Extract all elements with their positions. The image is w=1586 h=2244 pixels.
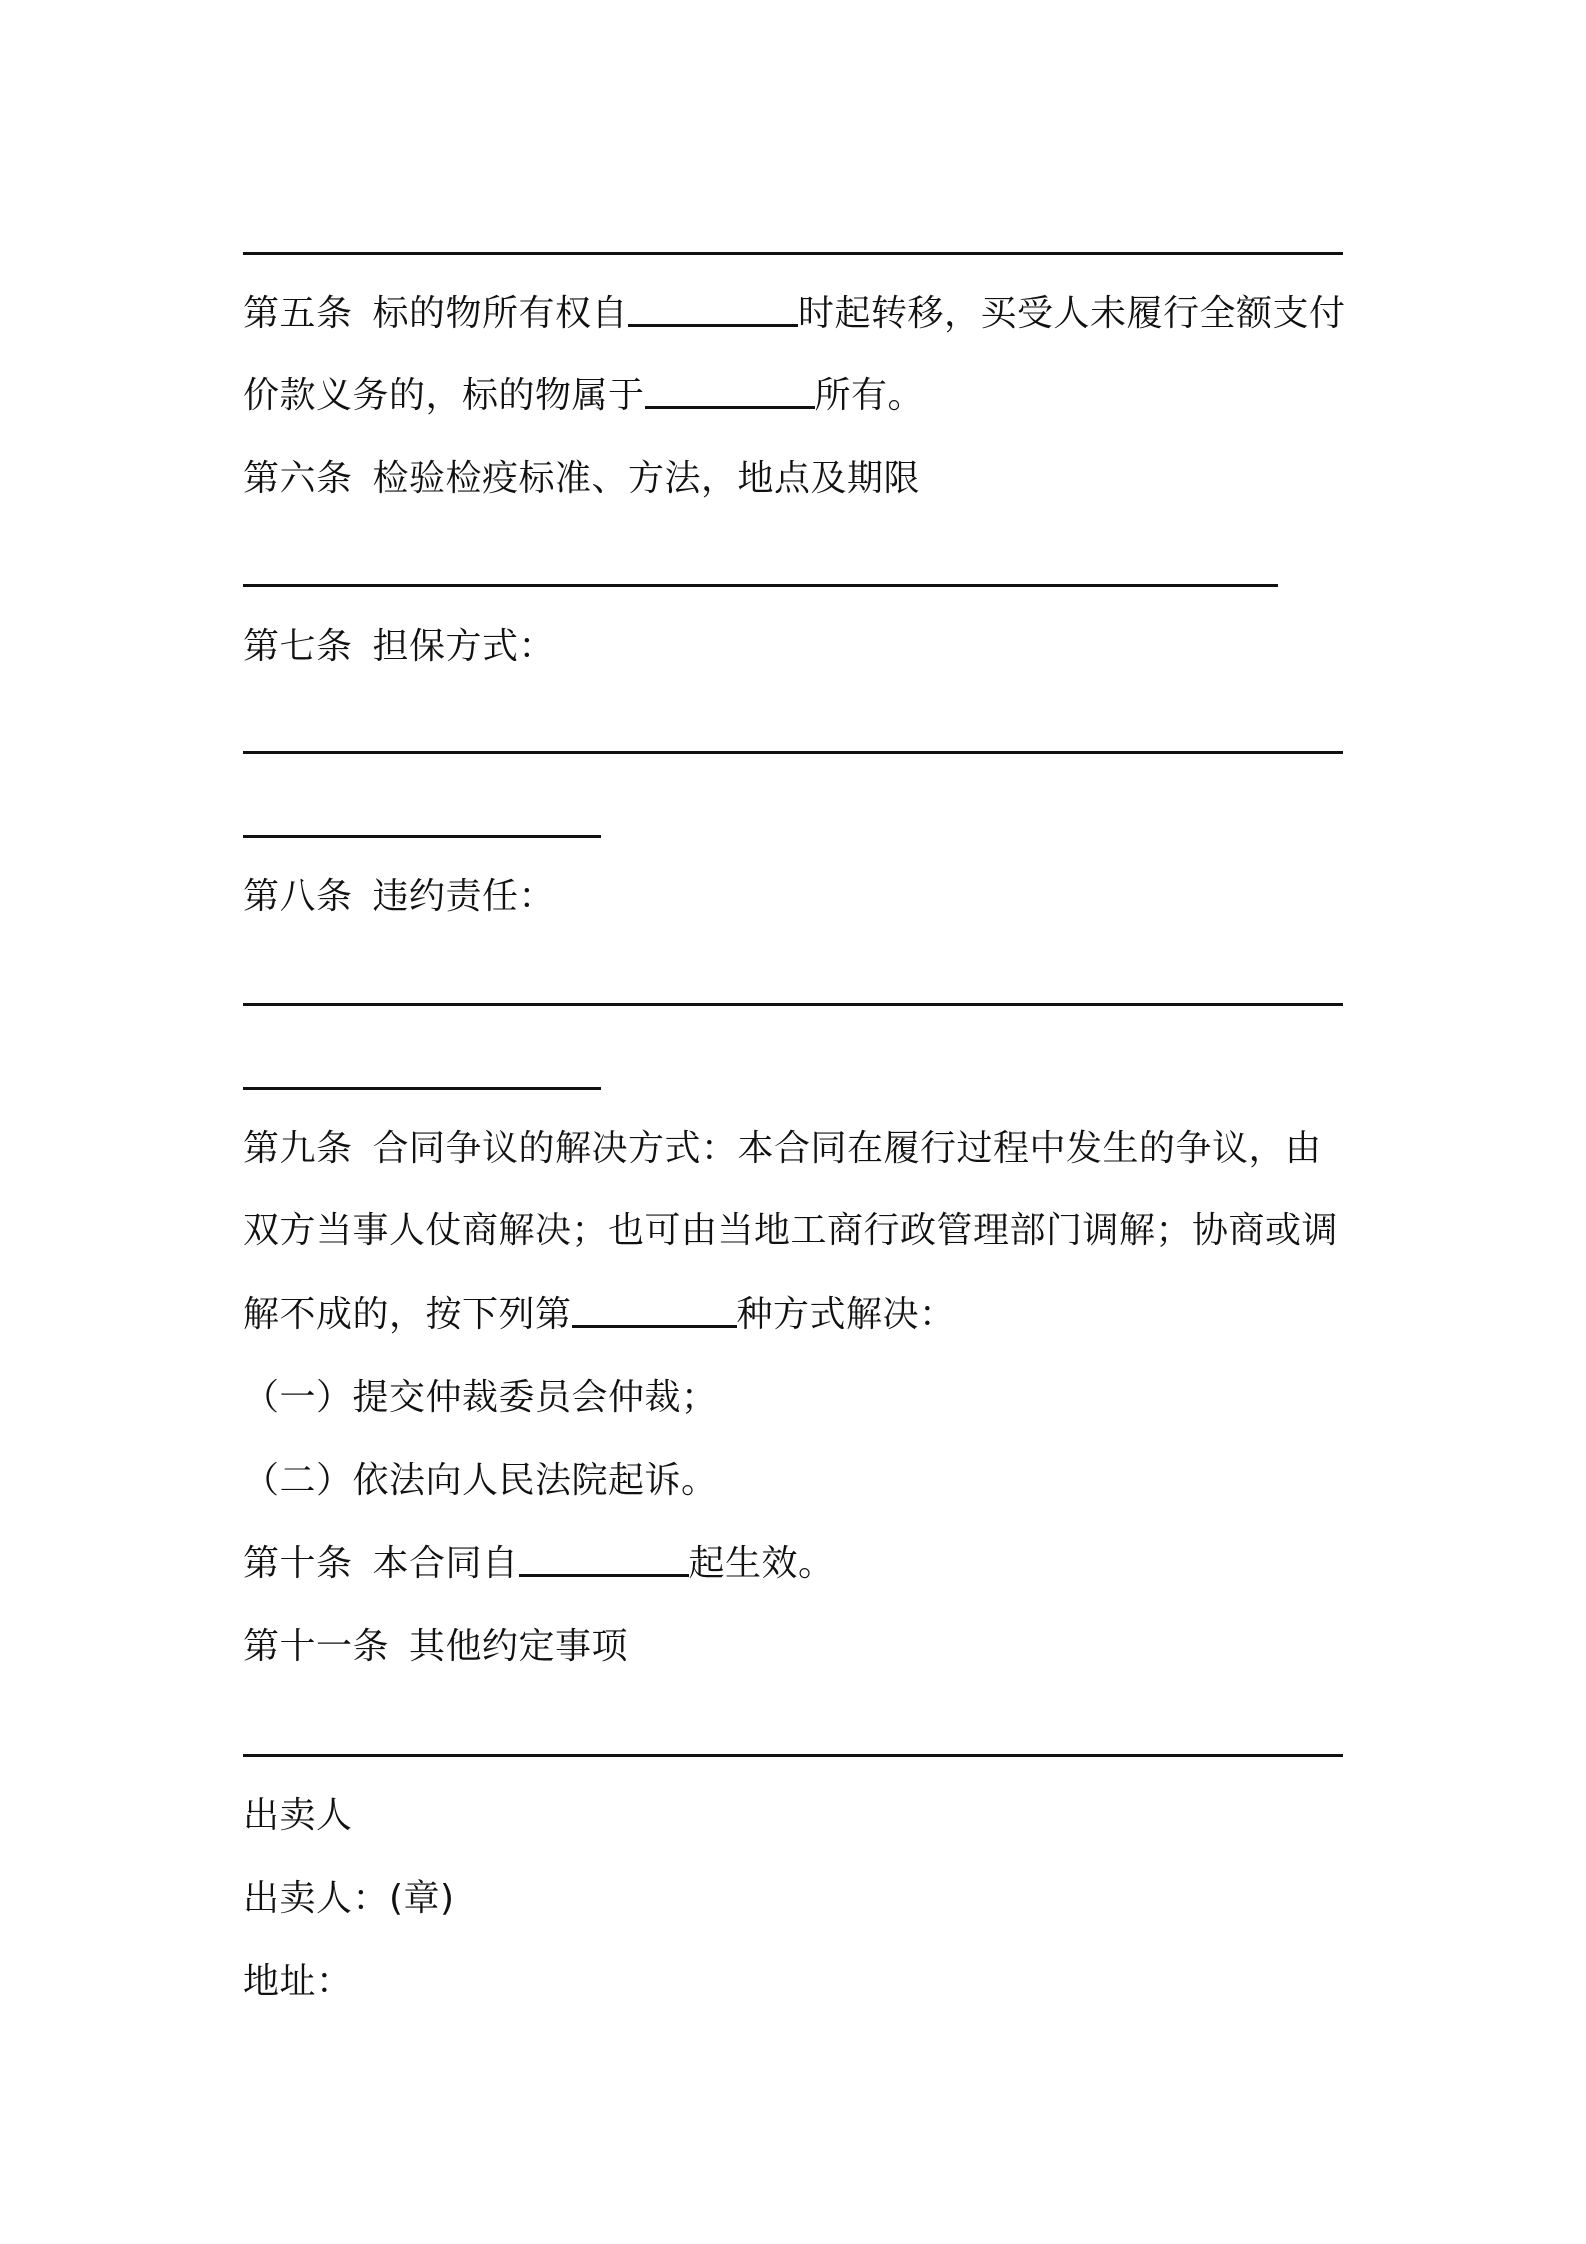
article-number: 第八条: [243, 876, 353, 917]
article-number: 第七条: [243, 626, 353, 667]
fill-line: [243, 1003, 1343, 1006]
fill-line: [243, 252, 1343, 255]
fill-line: [243, 751, 1343, 754]
option-text: （二）依法向人民法院起诉。: [243, 1460, 718, 1501]
article-text: 合同争议的解决方式：本合同在履行过程中发生的争议，由: [372, 1128, 1322, 1169]
article-text: 违约责任：: [372, 876, 556, 917]
fill-line: [243, 1087, 601, 1090]
article-text: 标的物所有权自: [372, 293, 629, 334]
article-number: 第十一条: [243, 1626, 390, 1667]
article-number: 第九条: [243, 1128, 353, 1169]
fill-line: [243, 584, 1278, 587]
blank-field[interactable]: [572, 1291, 737, 1328]
article-text: 解不成的，按下列第: [243, 1294, 572, 1335]
blank-field[interactable]: [645, 372, 815, 409]
article-number: 第六条: [243, 458, 353, 499]
seller-seal: 出卖人：(章): [243, 1878, 455, 1919]
article-11: [243, 1623, 628, 1671]
article-7: [243, 623, 555, 671]
article-9-line-3: [243, 1291, 956, 1339]
article-text: 价款义务的，标的物属于: [243, 375, 645, 416]
article-text: 时起转移，买受人未履行全额支付: [798, 293, 1346, 334]
option-text: （一）提交仲裁委员会仲裁；: [243, 1377, 718, 1418]
article-text: 双方当事人仗商解决；也可由当地工商行政管理部门调解；协商或调: [243, 1210, 1339, 1251]
article-text: 起生效。: [688, 1543, 835, 1584]
article-text: 本合同自: [372, 1543, 519, 1584]
article-9-option-2: [243, 1457, 718, 1505]
article-text: 其他约定事项: [409, 1626, 629, 1667]
article-text: 所有。: [814, 375, 925, 416]
article-6: [243, 455, 920, 503]
blank-field[interactable]: [628, 290, 798, 327]
article-9-line-1: [243, 1125, 1322, 1173]
fill-line: [243, 835, 601, 838]
fill-line: [243, 1754, 1343, 1757]
blank-field[interactable]: [519, 1540, 689, 1577]
article-5-line-1: [243, 290, 1346, 338]
address-label: 地址：: [243, 1961, 353, 2002]
article-9-line-2: [243, 1207, 1338, 1255]
signature-heading: 出卖人: [243, 1795, 353, 1836]
article-5-line-2: [243, 372, 924, 420]
article-text: 检验检疫标准、方法，地点及期限: [372, 458, 921, 499]
article-text: 种方式解决：: [736, 1294, 956, 1335]
article-8: [243, 873, 555, 921]
article-10: [243, 1540, 835, 1588]
article-number: 第十条: [243, 1543, 353, 1584]
article-9-option-1: [243, 1374, 718, 1422]
article-text: 担保方式：: [372, 626, 556, 667]
article-number: 第五条: [243, 293, 353, 334]
